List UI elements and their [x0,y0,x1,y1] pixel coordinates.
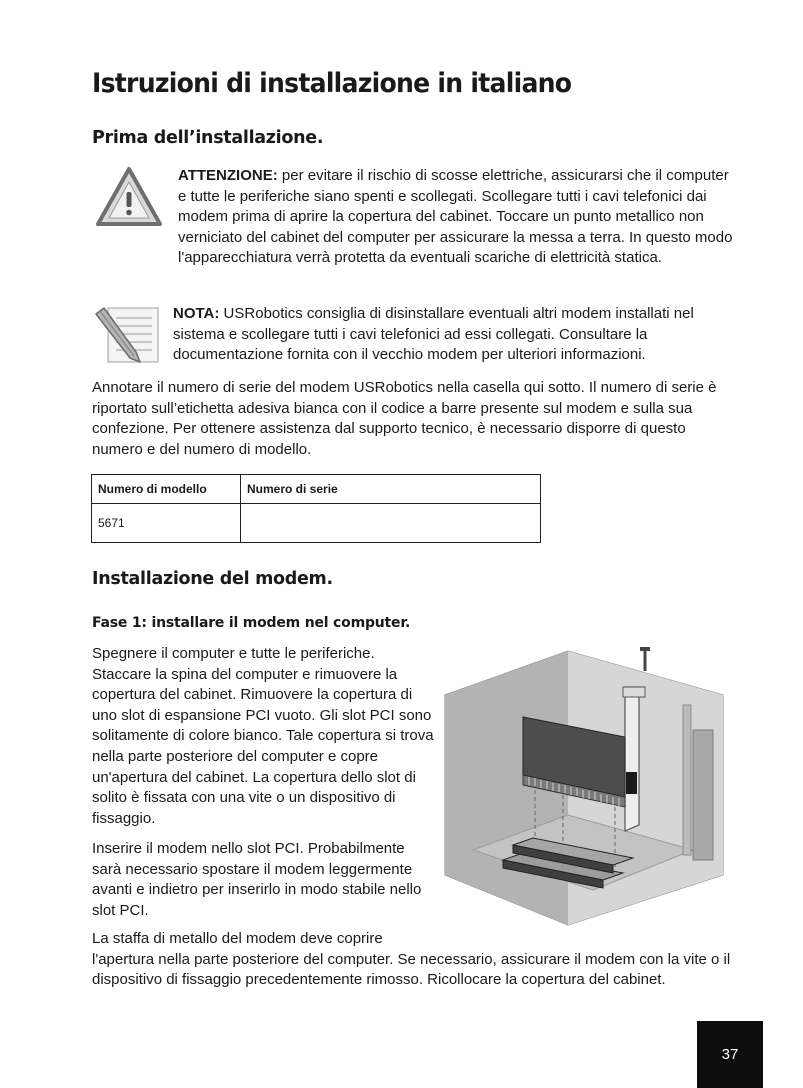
table-header-model: Numero di modello [92,475,241,504]
table-row [92,504,541,543]
note-pencil-icon [92,306,162,364]
section-heading-before-install: Prima dell’installazione. [92,128,324,148]
warning-label: ATTENZIONE: [178,167,278,184]
note-label: NOTA: [173,305,220,322]
step-1-heading: Fase 1: installare il modem nel computer. [92,615,411,631]
table-cell-model: 5671 [92,504,241,543]
section-heading-modem-install: Installazione del modem. [92,569,333,589]
step-1-paragraph-3-rest: l'apertura nella parte posteriore del computer. Se necessario, assicurare il modem con la vite o il dispositivo di fissaggio precedentemente rimosso. Ricollocare la copertura del cabinet. [92,950,731,989]
note-text [173,304,733,366]
step-1-paragraph-3-line-1: La staffa di metallo del modem deve coprire [92,930,383,947]
step-1-paragraph-1: Spegnere il computer e tutte le periferiche. Staccare la spina del computer e rimuovere la copertura del cabinet. Rimuovere la copertura di uno slot di espansione PCI vuoto. Gli slot PCI sono solitamente di colore bianco. Tale copertura si trova nella parte posteriore del computer e copre un'apertura del cabinet. La copertura dello slot di solito è fissata con una vite o un dispositivo di fissaggio. [92,645,434,827]
pci-card-installation-illustration [443,645,726,928]
note-body: USRobotics consiglia di disinstallare eventuali altri modem installati nel sistema e scollegare tutti i cavi telefonici ad essi collegati. Consultare la documentazione fornita con il vecchio modem per ulteriori informazioni. [173,305,694,364]
table-cell-serial [241,504,541,543]
page-title: Istruzioni di installazione in italiano [92,68,572,99]
warning-text [178,166,733,269]
page-number: 37 [697,1021,763,1088]
table-header-serial: Numero di serie [241,475,541,504]
table-header-row [92,475,541,504]
warning-body: per evitare il rischio di scosse elettriche, assicurarsi che il computer e tutte le periferiche siano spenti e scollegati. Scollegare tutti i cavi telefonici dai modem prima di aprire la copertura del cabinet. Toccare un punto metallico non verniciato del cabinet del computer per assicurare la messa a terra. In questo modo l'apparecchiatura verrà protetta da eventuali scariche di elettricità statica. [178,167,733,267]
warning-triangle-icon [95,166,163,228]
step-1-paragraph-2: Inserire il modem nello slot PCI. Probabilmente sarà necessario spostare il modem leggermente avanti e indietro per inserirlo in modo stabile nello slot PCI. [92,840,422,919]
step-1-paragraph-3 [92,929,732,991]
model-serial-table [91,474,541,543]
serial-number-paragraph: Annotare il numero di serie del modem USRobotics nella casella qui sotto. Il numero di serie è riportato sull’etichetta adesiva bianca con il codice a barre presente sul modem e sulla sua confezione. Per ottenere assistenza dal supporto tecnico, è necessario disporre di questo numero e del numero di modello. [92,379,717,458]
